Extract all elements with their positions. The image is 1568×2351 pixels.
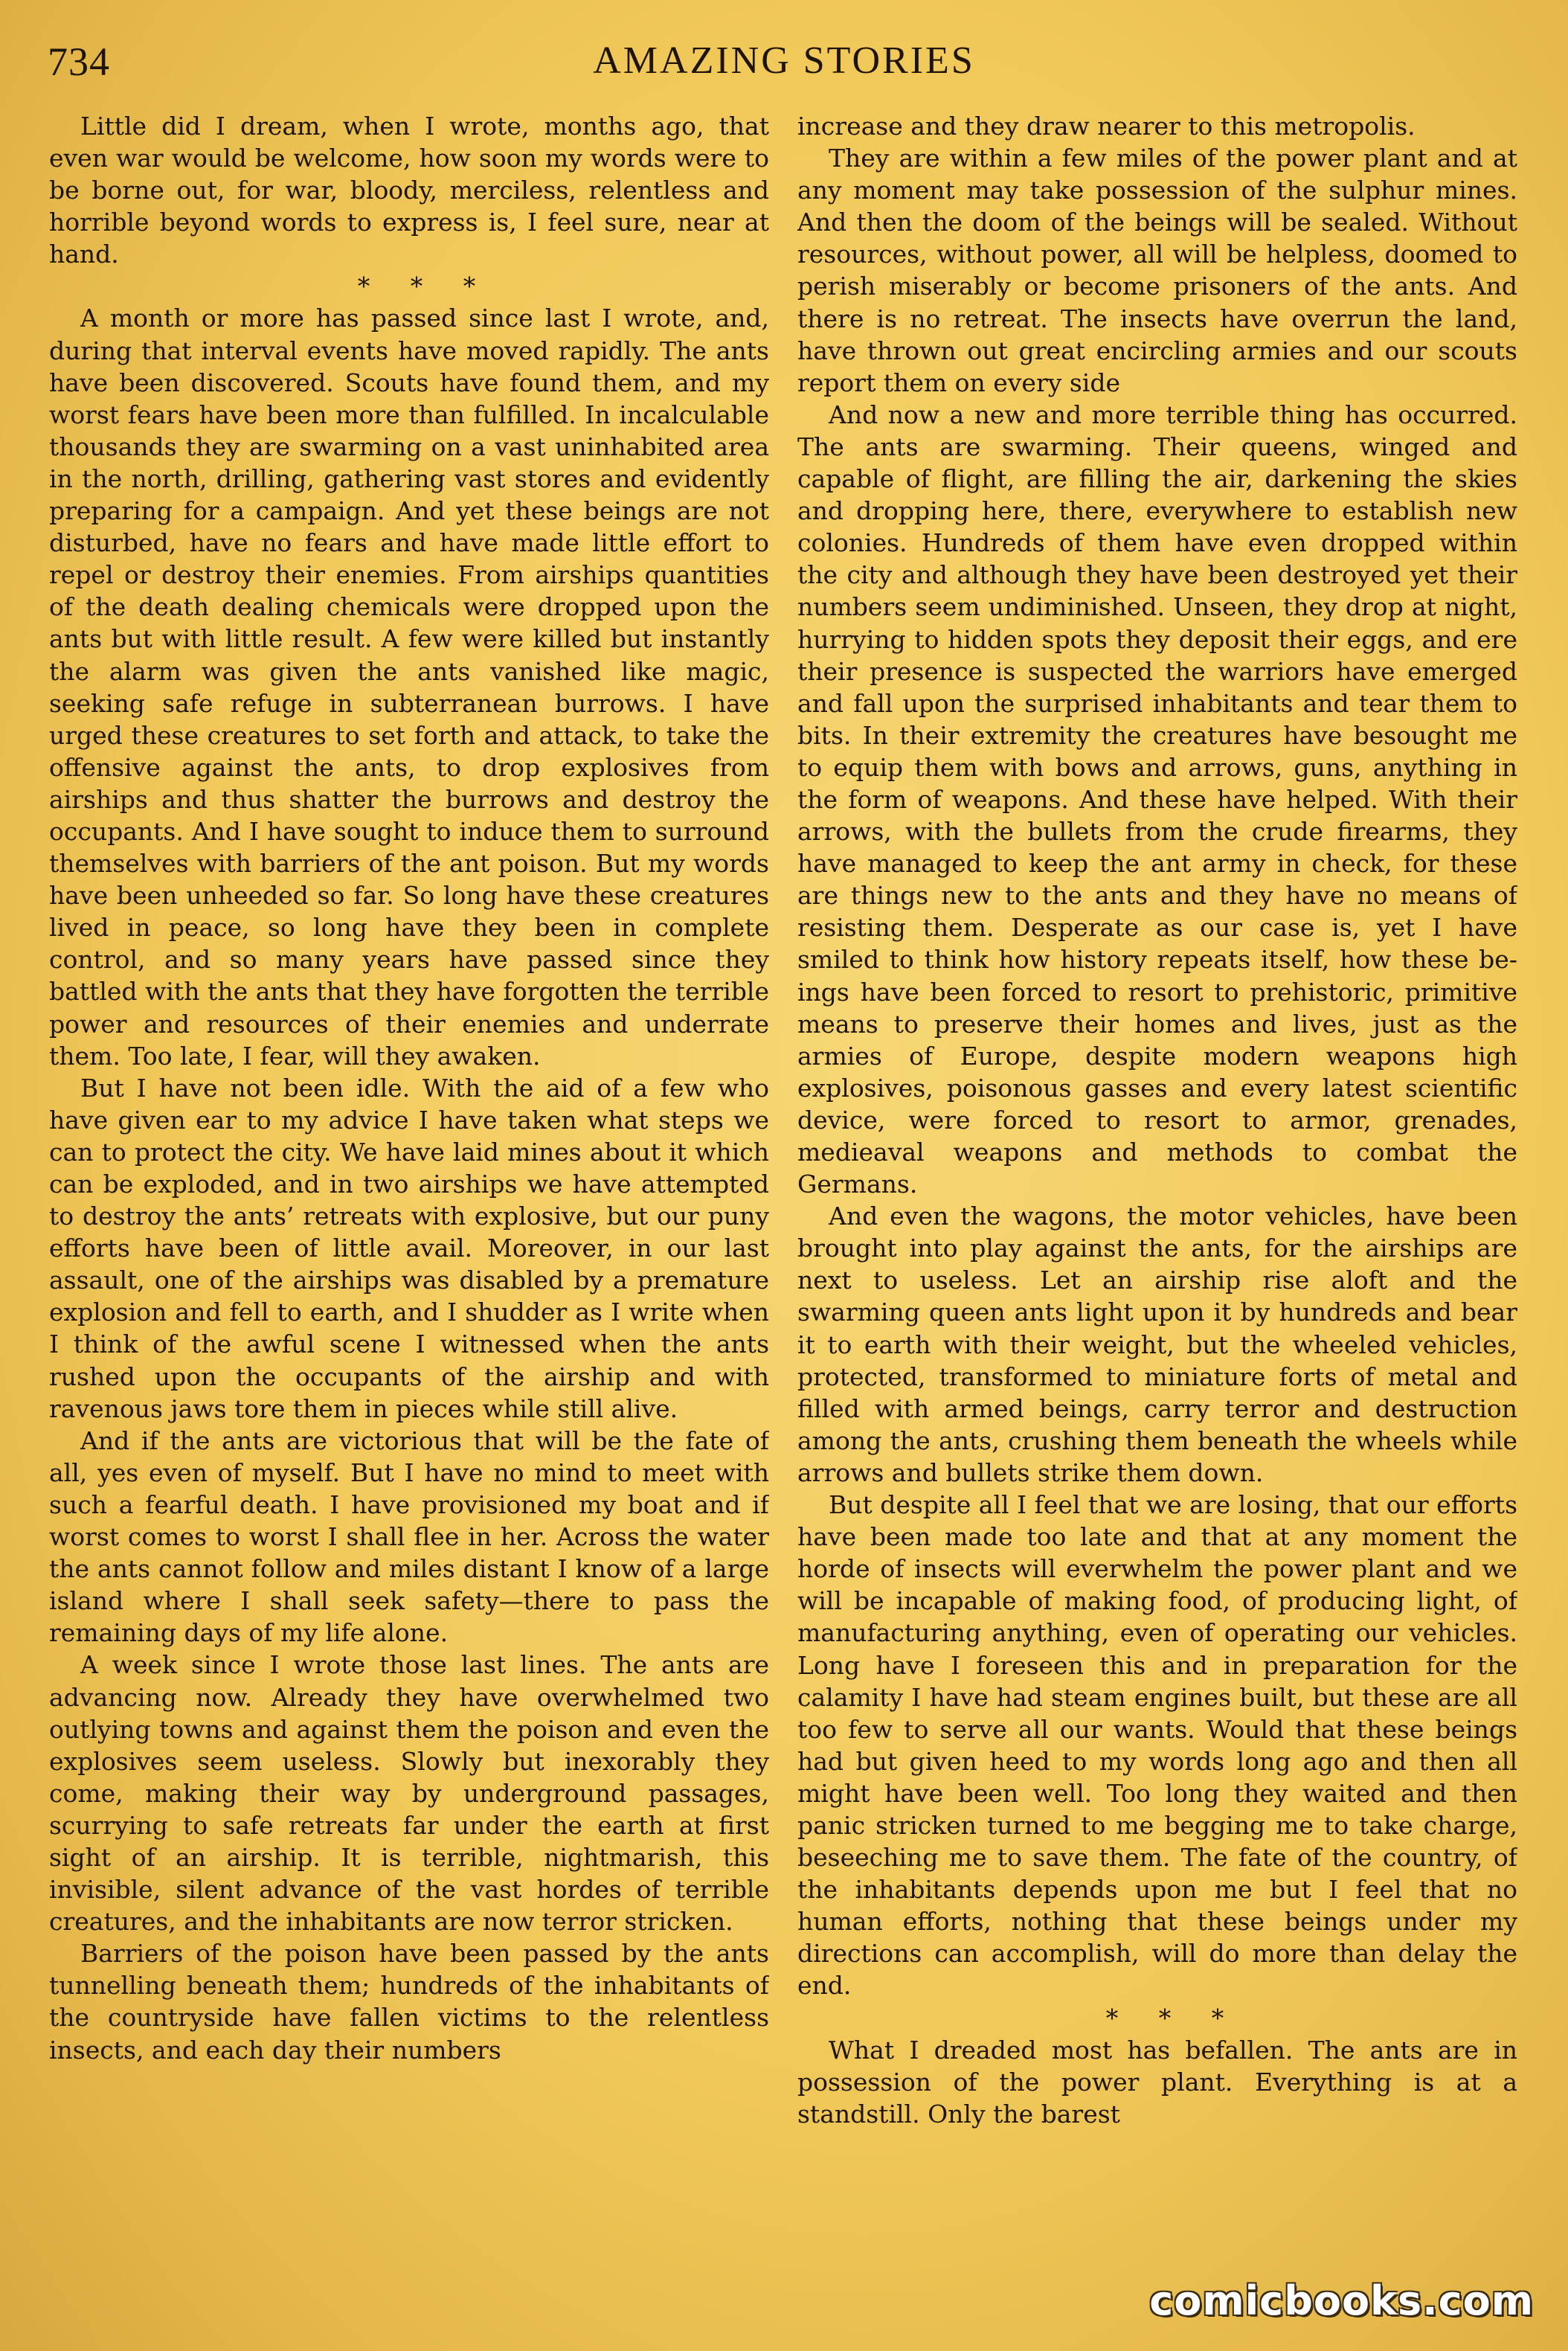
paragraph: They are within a few miles of the power plant and at any moment may take possession of the sulphur mines. And then the doom of the beings will be sealed. Without resources, without power, all will be helpless, doomed to perish miserably or become prisoners of the ants. And there is no retreat. The insects have overrun the land, have thrown out great encircling armies and our scouts report them on every side (797, 144, 1517, 397)
page-number: 734 (48, 39, 110, 84)
paragraph: Barriers of the poison have been passed by the ants tunnelling beneath them; hundreds of the inhabitants of the countryside have fallen victims to the relentless insects, and each day their numbers (49, 1939, 769, 2065)
left-column (49, 110, 769, 2309)
paragraph: What I dreaded most has befallen. The ants are in possession of the power plant. Everything is at a standstill. Only the barest (797, 2035, 1517, 2129)
paragraph: A week since I wrote those last lines. The ants are advancing now. Already they have overwhelmed two outlying towns and against them the poison and even the explosives seem useless. Slowly but inexorably they come, making their way by underground passages, scurrying to safe retreats far under the earth at first sight of an airship. It is terrible, nightmarish, this invisible, silent advance of the vast hordes of terrible creatures, and the inhabitants are now terror stricken. (49, 1650, 769, 1937)
magazine-title: AMAZING STORIES (593, 39, 975, 82)
section-divider: * * * (1105, 2003, 1241, 2033)
paragraph: And if the ants are victorious that will be the fate of all, yes even of myself. But I have no mind to meet with such a fearful death. I have provisioned my boat and if worst comes to worst I shall flee in her. Across the water the ants cannot follow and miles distant I know of a large island where I shall seek safety—there to pass the remaining days of my life alone. (49, 1425, 769, 1648)
paragraph: But despite all I feel that we are losing, that our efforts have been made too late and that at any moment the horde of insects will everwhelm the power plant and we will be incapable of making food, of producing light, of manufacturing anything, even of operating our vehicles. Long have I foreseen this and in preparation for the calamity I have had steam engines built, but these are all too few to serve all our wants. Would that these beings had but given heed to my words long ago and then all might have been well. Too long they waited and then panic stricken turned to me begging me to take charge, beseeching me to save them. The fate of the country, of the inhabitants depends upon me but I feel that no human efforts, nothing that these beings under my directions can accomplish, will do more than delay the end. (797, 1490, 1517, 2001)
paragraph: And even the wagons, the motor vehicles, have been brought into play against the ants, for the airships are next to useless. Let an airship rise aloft and the swarming queen ants light upon it by hundreds and bear it to earth with their weight, but the wheeled vehicles, protected, transformed to miniature forts of metal and filled with armed beings, carry terror and destruction among the ants, crushing them beneath the wheels while arrows and bullets strike them down. (797, 1202, 1517, 1487)
section-divider: * * * (357, 272, 492, 301)
paragraph: And now a new and more terrible thing has occurred. The ants are swarming. Their queens, winged and capable of flight, are filling the air, darkening the skies and dropping here, there, everywhere to establish new colonies. Hundreds of them have even dropped within the city and although they have been destroyed yet their numbers seem undiminished. Unseen, they drop at night, hurrying to hidden spots they deposit their eggs, and ere their presence is suspected the warriors have emerged and fall upon the surprised inhabitants and tear them to bits. In their extremity the creatures have besought me to equip them with bows and arrows, guns, anything in the form of weapons. And these have helped. With their arrows, with the bullets from the crude firearms, they have managed to keep the ant army in check, for these are things new to the ants and they have no means of resisting them. Desperate as our case is, yet I have smiled to think how history repeats itself, how these beings have been forced to resort to prehistoric, primitive means to preserve their homes and lives, just as the armies of Europe, despite modern weapons high explosives, poisonous gasses and every latest scientific device, were forced to resort to armor, grenades, medieaval weapons and methods to combat the Germans. (797, 400, 1517, 1199)
page-header (48, 39, 1520, 98)
paragraph: A month or more has passed since last I wrote, and, during that interval events have moved rapidly. The ants have been discovered. Scouts have found them, and my worst fears have been more than fulfilled. In incalculable thousands they are swarming on a vast uninhabited area in the north, drilling, gathering vast stores and evidently preparing for a campaign. And yet these beings are not disturbed, have no fears and have made little effort to repel or destroy their enemies. From airships quantities of the death dealing chemicals were dropped upon the ants but with little result. A few were killed but instantly the alarm was given the ants vanished like magic, seeking safe refuge in subterranean burrows. I have urged these creatures to set forth and attack, to take the offensive against the ants, to drop explosives from airships and thus shatter the burrows and destroy the occupants. And I have sought to induce them to surround themselves with barriers of the ant poison. But my words have been unheeded so far. So long have these creatures lived in peace, so long have they been in complete control, and so many years have passed since they battled with the ants that they have forgotten the terrible power and resources of their enemies and underrate them. Too late, I fear, will they awaken. (49, 304, 769, 1071)
right-column (797, 110, 1517, 2309)
paragraph: increase and they draw nearer to this metropolis. (797, 112, 1416, 141)
paragraph: Little did I dream, when I wrote, months ago, that even war would be welcome, how soon my words were to be borne out, for war, bloody, merciless, relentless and horrible beyond words to express is, I feel sure, near at hand. (49, 112, 769, 269)
site-watermark: comicbooks.com (1149, 2277, 1534, 2324)
paragraph: But I have not been idle. With the aid of a few who have given ear to my advice I have taken what steps we can to protect the city. We have laid mines about it which can be exploded, and in two airships we have attempted to destroy the ants’ retreats with explosive, but our puny efforts have been of little avail. Moreover, in our last assault, one of the airships was disabled by a premature explosion and fell to earth, and I shudder as I write when I think of the awful scene I witnessed when the ants rushed upon the occupants of the airship and with ravenous jaws tore them in pieces while still alive. (49, 1073, 769, 1423)
